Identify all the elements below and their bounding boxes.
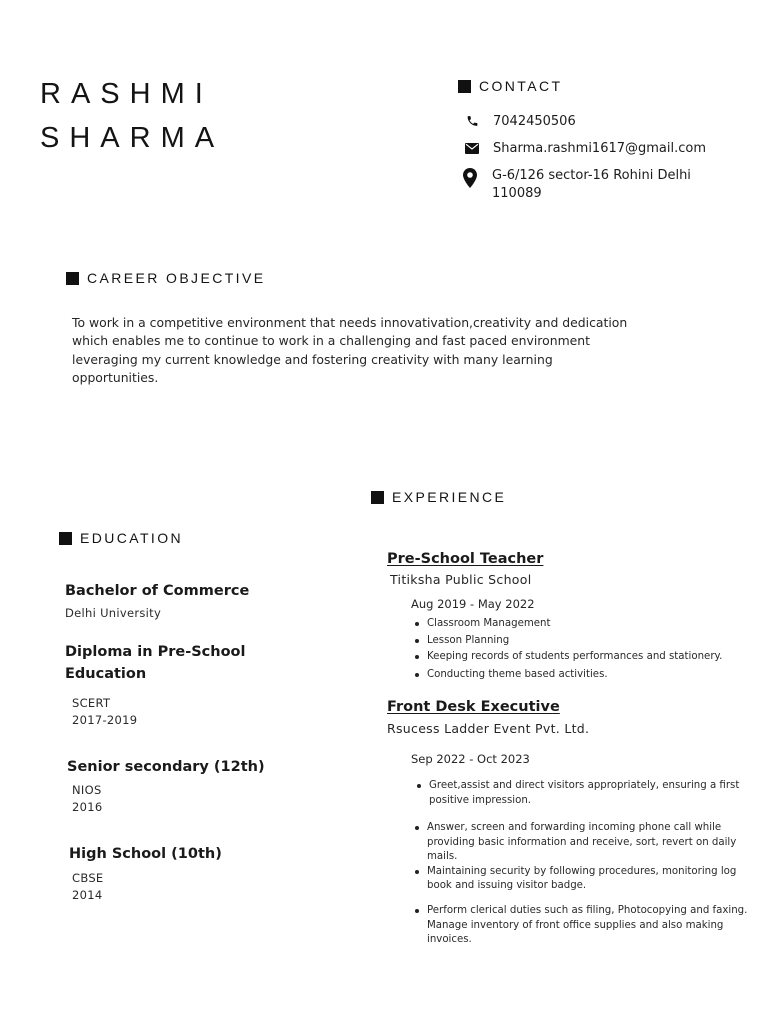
list-item: Perform clerical duties such as filing, Photocopying and faxing. Manage inventory of front office supplies and also making invoices. bbox=[427, 904, 748, 948]
degree-title: High School (10th) bbox=[69, 846, 222, 862]
heading-square-icon bbox=[66, 272, 79, 285]
objective-heading bbox=[66, 270, 265, 286]
phone-icon bbox=[465, 113, 479, 129]
contact-heading-label: CONTACT bbox=[479, 78, 563, 94]
contact-email bbox=[465, 140, 706, 158]
list-item: Keeping records of students performances and stationery. bbox=[427, 650, 753, 665]
address-line-1: G-6/126 sector-16 Rohini Delhi bbox=[492, 168, 691, 183]
education-heading-label: EDUCATION bbox=[80, 530, 184, 546]
heading-square-icon bbox=[458, 80, 471, 93]
degree-title: Bachelor of Commerce bbox=[65, 583, 250, 599]
heading-square-icon bbox=[371, 491, 384, 504]
job-bullets bbox=[413, 617, 753, 682]
contact-address bbox=[462, 167, 691, 203]
degree-title: Senior secondary (12th) bbox=[67, 759, 265, 775]
year: 2014 bbox=[72, 888, 103, 902]
address-line-2: 110089 bbox=[492, 186, 542, 201]
name-first: RASHMI bbox=[40, 78, 213, 110]
year: 2017-2019 bbox=[72, 713, 138, 727]
name-last: SHARMA bbox=[40, 122, 225, 154]
experience-heading-label: EXPERIENCE bbox=[392, 489, 507, 505]
institution: CBSE bbox=[72, 871, 104, 885]
location-pin-icon bbox=[462, 167, 478, 189]
job-bullets bbox=[415, 779, 750, 808]
mail-icon bbox=[465, 140, 479, 156]
degree-title: Diploma in Pre-School Education bbox=[65, 644, 246, 682]
education-item bbox=[65, 580, 249, 622]
institution: NIOS bbox=[72, 783, 102, 797]
address-block bbox=[492, 167, 691, 203]
job-title: Front Desk Executive bbox=[387, 699, 560, 715]
list-item: Conducting theme based activities. bbox=[427, 668, 753, 683]
job-dates: Sep 2022 - Oct 2023 bbox=[411, 752, 530, 766]
year: 2016 bbox=[72, 800, 103, 814]
phone-text: 7042450506 bbox=[493, 114, 576, 129]
contact-phone bbox=[465, 113, 576, 131]
experience-heading bbox=[371, 489, 506, 505]
heading-square-icon bbox=[59, 532, 72, 545]
list-item: Lesson Planning bbox=[427, 634, 753, 649]
job-title: Pre-School Teacher bbox=[387, 551, 544, 567]
email-text: Sharma.rashmi1617@gmail.com bbox=[493, 141, 707, 156]
education-item bbox=[65, 641, 295, 729]
list-item: Greet,assist and direct visitors appropriately, ensuring a first positive impression. bbox=[429, 779, 750, 808]
list-item: Maintaining security by following procedures, monitoring log book and issuing visitor badge. bbox=[427, 865, 748, 894]
education-item bbox=[67, 756, 265, 816]
job-bullets bbox=[413, 821, 748, 894]
institution: SCERT bbox=[72, 696, 111, 710]
contact-heading bbox=[458, 78, 562, 94]
job-company: Rsucess Ladder Event Pvt. Ltd. bbox=[387, 721, 590, 736]
institution: Delhi University bbox=[65, 606, 162, 620]
job-company: Titiksha Public School bbox=[390, 572, 532, 587]
list-item: Answer, screen and forwarding incoming phone call while providing basic information and receive, sort, revert on daily mails. bbox=[427, 821, 748, 865]
objective-text: To work in a competitive environment that needs innovativation,creativity and dedication which enables me to continue to work in a challenging and fast paced environment leveraging my current knowledge and fostering creativity with many learning opportunities. bbox=[72, 315, 628, 385]
job-dates: Aug 2019 - May 2022 bbox=[411, 597, 535, 611]
job-bullets bbox=[413, 904, 748, 948]
list-item: Classroom Management bbox=[427, 617, 753, 632]
education-item bbox=[69, 843, 222, 904]
objective-heading-label: CAREER OBJECTIVE bbox=[87, 270, 266, 286]
education-heading bbox=[59, 530, 183, 546]
